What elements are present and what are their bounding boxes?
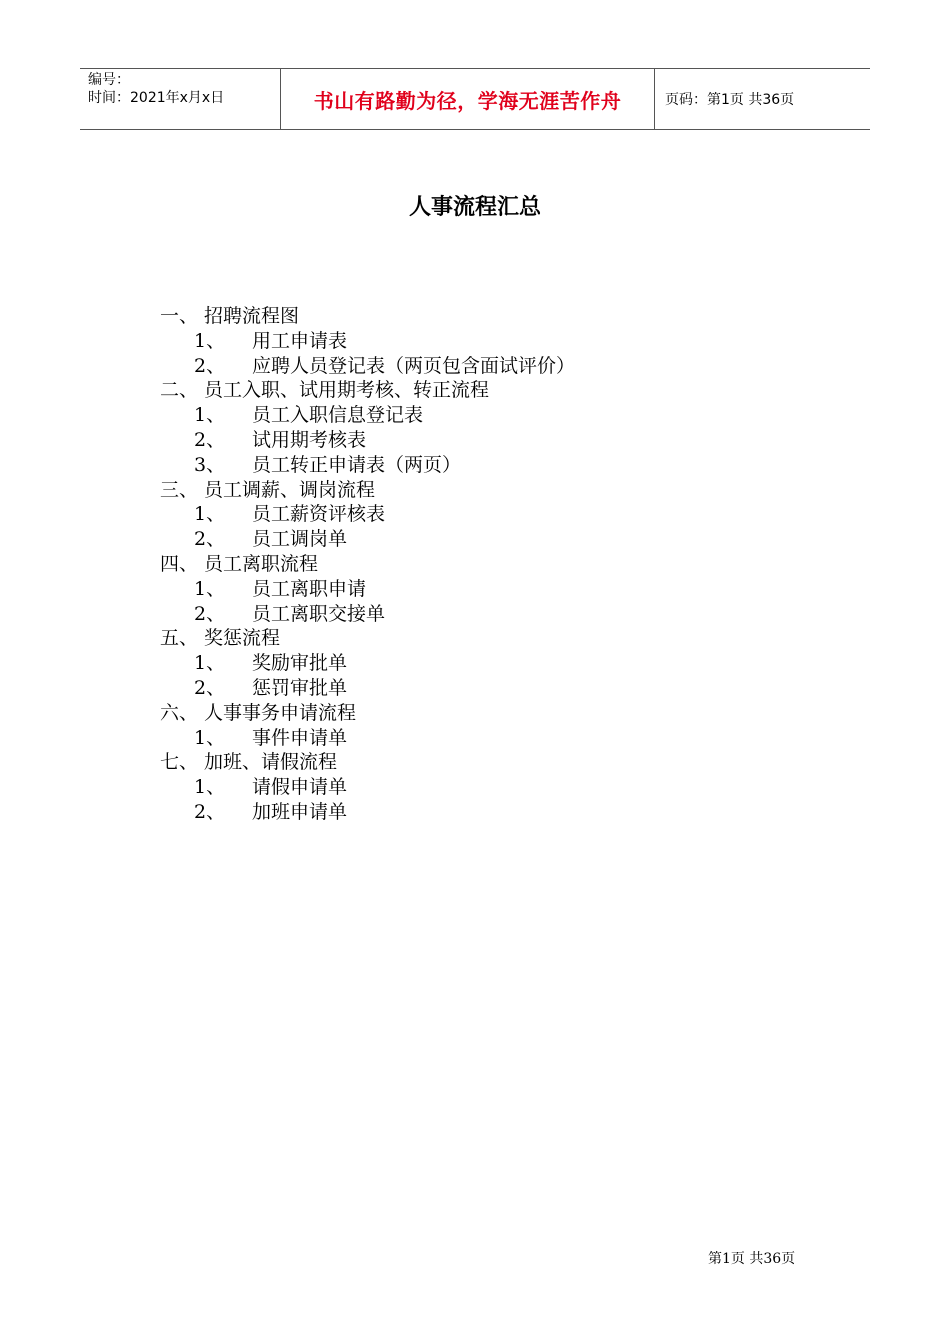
section-heading: 三、 员工调薪、调岗流程 [160, 478, 376, 501]
list-item [160, 453, 575, 478]
item-number: 2、 [194, 354, 226, 377]
header-meta [80, 69, 281, 129]
list-item [160, 527, 575, 552]
list-item [160, 502, 575, 527]
item-text: 用工申请表 [252, 329, 348, 352]
item-text: 惩罚审批单 [252, 676, 348, 699]
list-item [160, 602, 575, 627]
list-item [160, 775, 575, 800]
item-number: 1、 [194, 329, 226, 352]
item-text: 员工离职申请 [252, 577, 367, 600]
item-text: 员工薪资评核表 [252, 503, 386, 526]
document-title: 人事流程汇总 [408, 195, 541, 220]
item-text: 试用期考核表 [252, 428, 367, 451]
item-text: 员工离职交接单 [252, 602, 386, 625]
list-item [160, 800, 575, 825]
section-heading: 六、 人事事务申请流程 [160, 701, 357, 724]
item-number: 2、 [194, 800, 226, 823]
item-number: 1、 [194, 652, 226, 675]
item-text: 加班申请单 [252, 800, 348, 823]
list-item [160, 403, 575, 428]
page-header [80, 68, 870, 130]
item-number: 1、 [194, 577, 226, 600]
list-item [160, 676, 575, 701]
header-date: 时间：2021年x月x日 [88, 90, 225, 106]
item-number: 1、 [194, 503, 226, 526]
list-item [160, 726, 575, 751]
item-number: 2、 [194, 602, 226, 625]
page-footer: 第1页 共36页 [708, 1251, 796, 1267]
item-text: 员工调岗单 [252, 528, 348, 551]
section-heading: 五、 奖惩流程 [160, 627, 281, 650]
item-number: 1、 [194, 726, 226, 749]
list-item [160, 651, 575, 676]
list-item [160, 329, 575, 354]
table-of-contents [160, 304, 575, 825]
list-item [160, 577, 575, 602]
list-item [160, 428, 575, 453]
header-motto: 书山有路勤为径，学海无涯苦作舟 [281, 69, 655, 129]
item-text: 事件申请单 [252, 726, 348, 749]
item-number: 2、 [194, 676, 226, 699]
item-number: 2、 [194, 528, 226, 551]
item-text: 请假申请单 [252, 776, 348, 799]
item-number: 1、 [194, 404, 226, 427]
section-heading: 一、 招聘流程图 [160, 305, 300, 327]
header-page-info: 页码：第1页 共36页 [665, 92, 795, 108]
section-heading: 七、 加班、请假流程 [160, 751, 338, 774]
item-text: 员工转正申请表（两页） [252, 453, 462, 476]
item-number: 1、 [194, 776, 226, 799]
item-number: 3、 [194, 453, 226, 476]
list-item [160, 354, 575, 379]
item-text: 奖励审批单 [252, 652, 348, 675]
item-text: 员工入职信息登记表 [252, 404, 424, 427]
header-number-label: 编号： [88, 72, 130, 88]
item-number: 2、 [194, 428, 226, 451]
section-heading: 二、 员工入职、试用期考核、转正流程 [160, 379, 490, 402]
section-heading: 四、 员工离职流程 [160, 552, 319, 575]
item-text: 应聘人员登记表（两页包含面试评价） [252, 354, 576, 377]
